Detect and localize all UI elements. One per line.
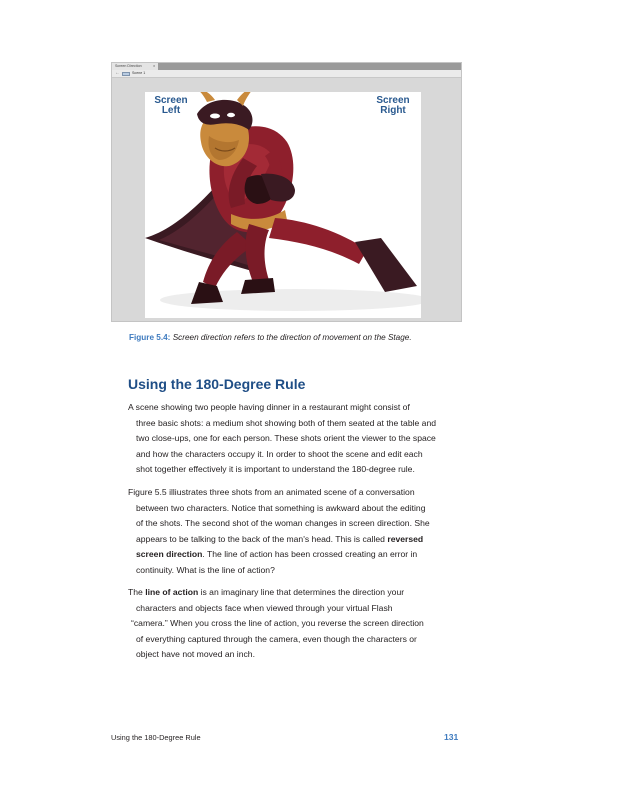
paragraph-3-text: is an imaginary line that determines the direction your	[198, 587, 405, 597]
running-footer-title: Using the 180-Degree Rule	[111, 733, 201, 742]
figure-screenshot	[111, 62, 462, 322]
paragraph-1	[128, 400, 463, 478]
screen-right-label	[374, 96, 412, 116]
paragraph-3-line: “camera.” When you cross the line of action, you reverse the screen direction	[131, 618, 424, 629]
figure-caption	[129, 333, 412, 343]
page-number: 131	[444, 732, 459, 742]
back-arrow-icon[interactable]: ←	[115, 70, 120, 76]
paragraph-2-line: of the shots. The second shot of the woman changes in screen direction. She	[136, 518, 430, 529]
paragraph-1-line: two close-ups, one for each person. These shots orient the viewer to the space	[136, 433, 436, 444]
paragraph-3-line: object have not moved an inch.	[136, 649, 255, 660]
term-reversed: reversed	[387, 533, 424, 544]
superhero-character-illustration	[145, 92, 421, 318]
screen-right-label-line1: Screen	[376, 95, 410, 106]
document-tab-label: Screen Direction	[115, 64, 142, 68]
figure-caption-text: Screen direction refers to the direction of movement on the Stage.	[172, 333, 412, 342]
section-heading: Using the 180-Degree Rule	[128, 376, 306, 392]
paragraph-1-line: three basic shots: a medium shot showing both of them seated at the table and	[136, 417, 437, 428]
term-line-of-action: line of action	[145, 587, 199, 597]
document-tab[interactable]	[112, 63, 158, 70]
paragraph-3-line: characters and objects face when viewed through your virtual Flash	[136, 602, 393, 613]
paragraph-2-line	[128, 532, 463, 548]
screen-left-label-line1: Screen	[154, 95, 188, 106]
paragraph-1-line: shot together effectively it is important to understand the 180-degree rule.	[136, 464, 415, 475]
paragraph-2-line	[128, 547, 463, 563]
paragraph-1-line: A scene showing two people having dinner in a restaurant might consist of	[128, 402, 410, 412]
paragraph-2-line: Figure 5.5 illiustrates three shots from an animated scene of a conversation	[128, 487, 415, 497]
close-tab-icon[interactable]: x	[153, 64, 155, 68]
paragraph-2-line: between two characters. Notice that something is awkward about the editing	[136, 502, 426, 513]
paragraph-2-text: . The line of action has been crossed creating an error in	[202, 549, 418, 560]
figure-number: Figure 5.4:	[129, 333, 171, 342]
paragraph-2	[128, 485, 463, 579]
paragraph-1-line: and how the characters occupy it. In order to shoot the scene and edit each	[136, 448, 423, 459]
paragraph-3	[128, 585, 463, 663]
paragraph-3-line	[128, 585, 463, 601]
screen-left-label	[153, 96, 189, 116]
scene-breadcrumb[interactable]: Scene 1	[132, 71, 146, 75]
edit-bar	[112, 70, 461, 78]
screen-right-label-line2: Right	[380, 105, 406, 116]
paragraph-3-text: The	[128, 587, 146, 597]
term-screen-direction: screen direction	[136, 549, 203, 560]
paragraph-2-line: continuity. What is the line of action?	[136, 564, 275, 575]
paragraph-3-line: of everything captured through the camera, even though the characters or	[136, 633, 417, 644]
stage	[145, 92, 421, 318]
screen-left-label-line2: Left	[161, 105, 181, 116]
paragraph-2-text: appears to be talking to the back of the man's head. This is called	[136, 533, 388, 544]
scene-icon	[122, 72, 130, 76]
